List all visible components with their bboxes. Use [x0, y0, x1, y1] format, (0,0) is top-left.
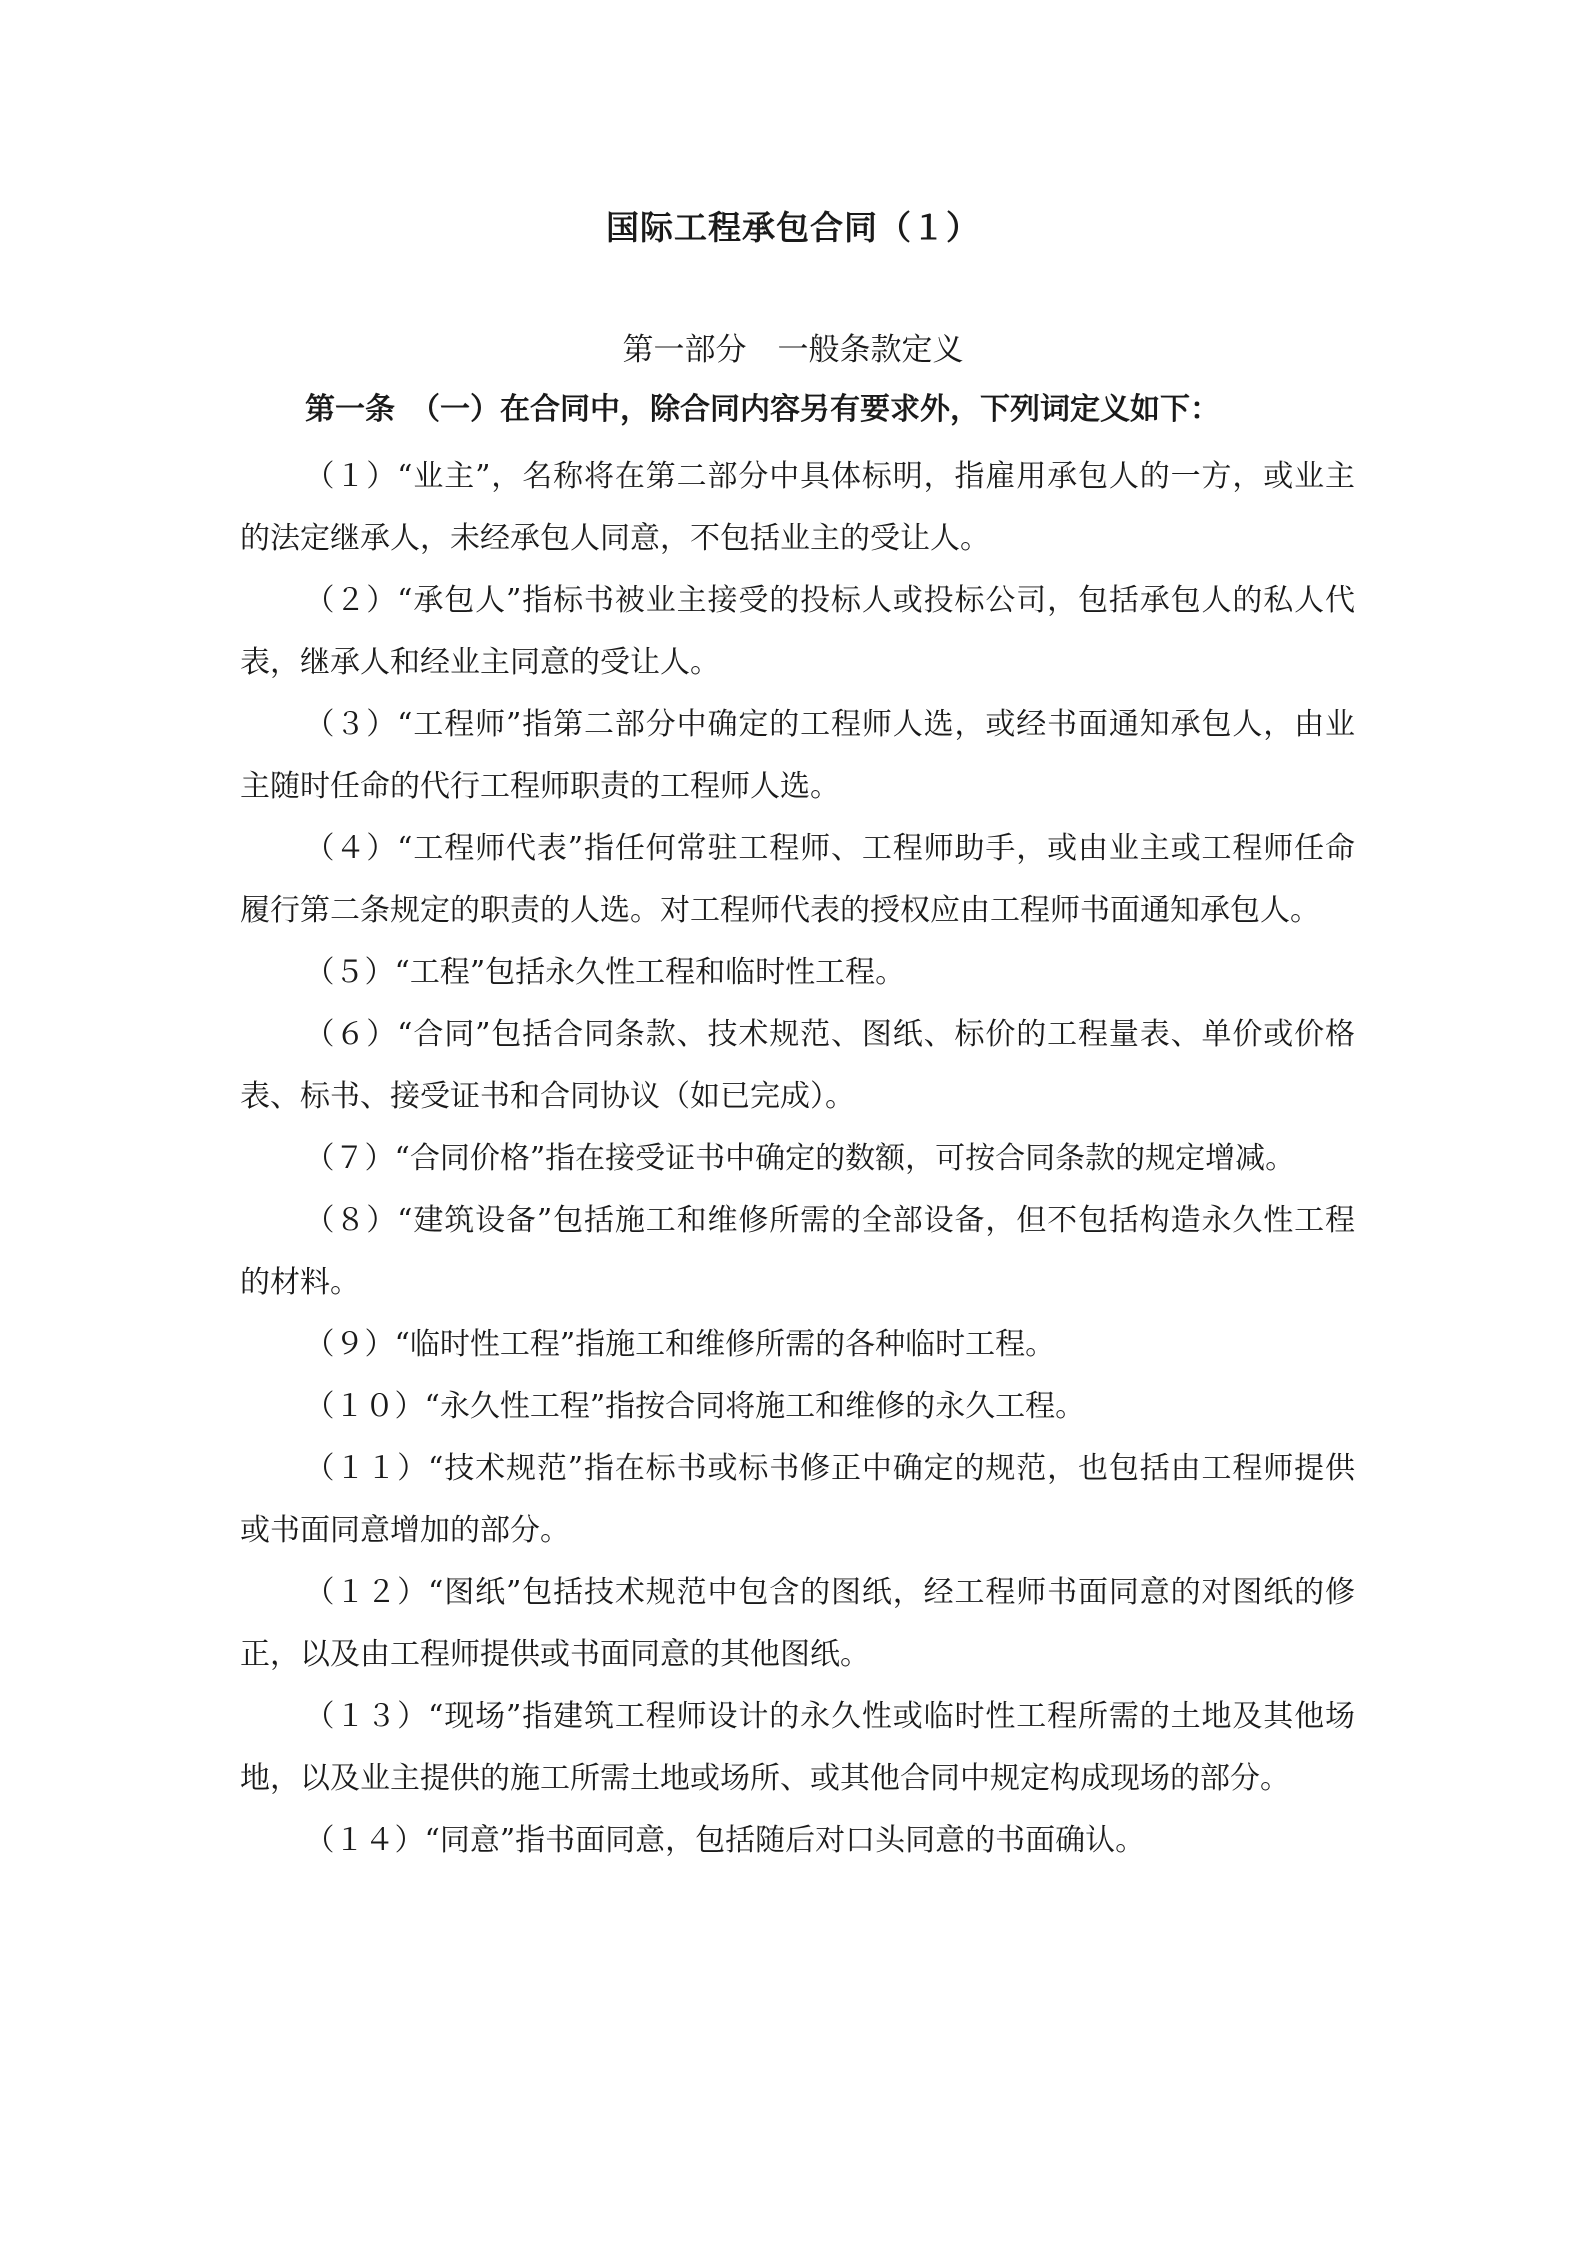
definition-paragraph: （１）“业主”，名称将在第二部分中具体标明，指雇用承包人的一方，或业主的法定继承人，未经承包人同意，不包括业主的受让人。 [240, 459, 1355, 556]
part-title: 第一部分 一般条款定义 [622, 332, 964, 368]
definition-paragraph: （８）“建筑设备”包括施工和维修所需的全部设备，但不包括构造永久性工程的材料。 [240, 1203, 1355, 1300]
definition-paragraph: （１２）“图纸”包括技术规范中包含的图纸，经工程师书面同意的对图纸的修正，以及由工程师提供或书面同意的其他图纸。 [240, 1575, 1355, 1672]
document-title: 国际工程承包合同（１） [606, 208, 980, 247]
article-heading: 第一条 （一）在合同中，除合同内容另有要求外，下列词定义如下： [305, 392, 1220, 427]
definition-paragraph: （６）“合同”包括合同条款、技术规范、图纸、标价的工程量表、单价或价格表、标书、接受证书和合同协议（如已完成）。 [240, 1017, 1355, 1114]
definition-paragraph: （１０）“永久性工程”指按合同将施工和维修的永久工程。 [304, 1389, 1086, 1424]
definition-paragraph: （５）“工程”包括永久性工程和临时性工程。 [304, 955, 906, 990]
definition-paragraph: （７）“合同价格”指在接受证书中确定的数额，可按合同条款的规定增减。 [304, 1141, 1296, 1176]
definition-paragraph: （１１）“技术规范”指在标书或标书修正中确定的规范，也包括由工程师提供或书面同意增加的部分。 [240, 1451, 1355, 1548]
definition-paragraph: （２）“承包人”指标书被业主接受的投标人或投标公司，包括承包人的私人代表，继承人和经业主同意的受让人。 [240, 583, 1355, 680]
definition-paragraph: （１３）“现场”指建筑工程师设计的永久性或临时性工程所需的土地及其他场地，以及业主提供的施工所需土地或场所、或其他合同中规定构成现场的部分。 [240, 1699, 1355, 1796]
definitions-body [240, 446, 1355, 1872]
definition-paragraph: （４）“工程师代表”指任何常驻工程师、工程师助手，或由业主或工程师任命履行第二条规定的职责的人选。对工程师代表的授权应由工程师书面通知承包人。 [240, 831, 1355, 928]
definition-paragraph: （３）“工程师”指第二部分中确定的工程师人选，或经书面通知承包人，由业主随时任命的代行工程师职责的工程师人选。 [240, 707, 1355, 804]
definition-paragraph: （１４）“同意”指书面同意，包括随后对口头同意的书面确认。 [304, 1823, 1146, 1858]
definition-paragraph: （９）“临时性工程”指施工和维修所需的各种临时工程。 [304, 1327, 1056, 1362]
